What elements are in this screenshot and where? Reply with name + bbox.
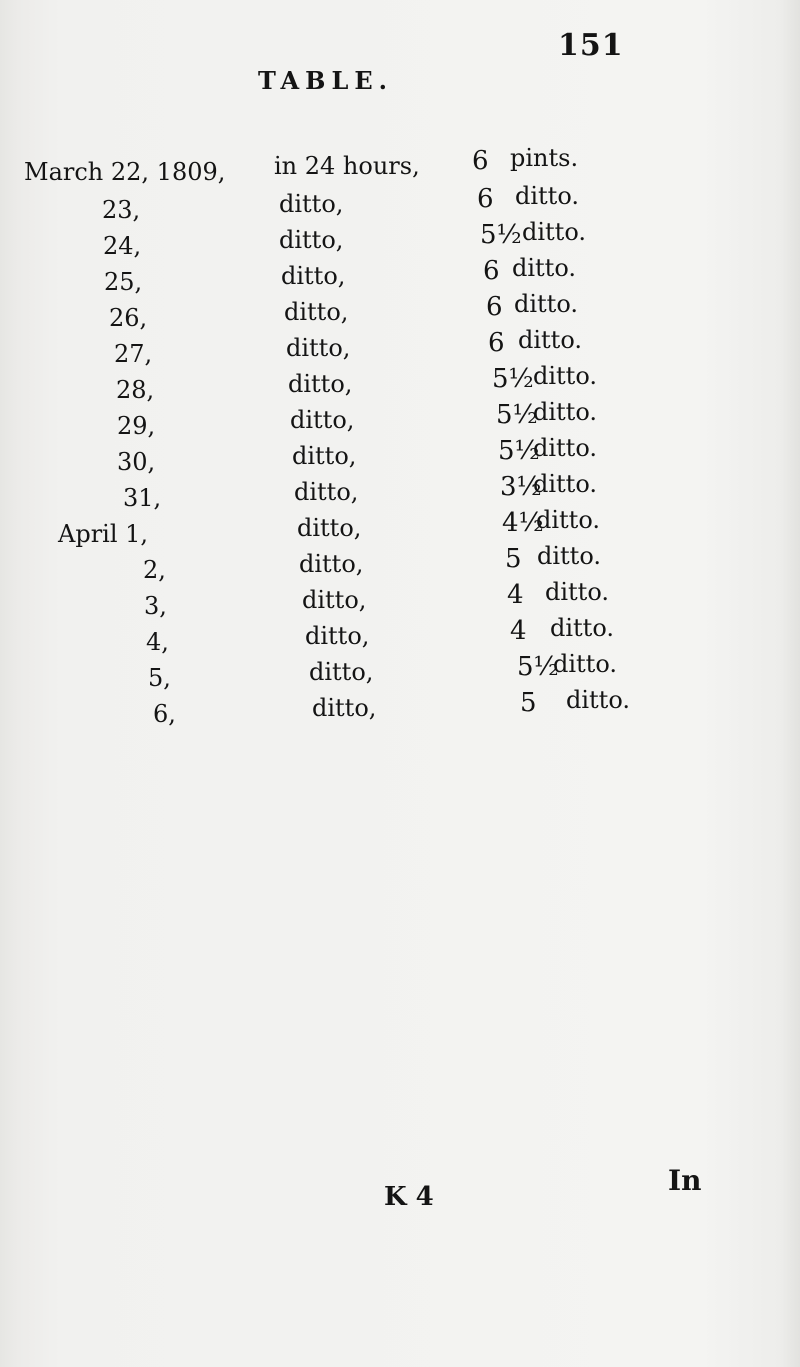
row-unit: ditto. — [545, 578, 609, 606]
row-date: 30, — [117, 448, 156, 476]
row-unit: pints. — [510, 144, 579, 172]
row-period: ditto, — [284, 298, 349, 326]
row-date: 24, — [103, 232, 142, 260]
table-title: TABLE. — [258, 66, 393, 95]
row-date: 3, — [144, 592, 167, 620]
row-period: ditto, — [288, 370, 353, 398]
row-amount: 4½ — [502, 508, 544, 538]
row-unit: ditto. — [514, 290, 578, 318]
row-period: ditto, — [294, 478, 359, 506]
signature-mark: K 4 — [384, 1182, 434, 1212]
row-period: in 24 hours, — [274, 152, 420, 180]
row-date: 2, — [143, 556, 166, 584]
row-unit: ditto. — [533, 362, 597, 390]
row-date: 31, — [123, 484, 162, 512]
row-date: March 22, 1809, — [24, 158, 226, 186]
row-date: 25, — [104, 268, 143, 296]
row-period: ditto, — [279, 226, 344, 254]
row-period: ditto, — [309, 658, 374, 686]
row-amount: 5½ — [498, 436, 540, 466]
row-amount: 5½ — [496, 400, 538, 430]
row-period: ditto, — [279, 190, 344, 218]
row-amount: 5 — [505, 544, 522, 574]
row-amount: 6 — [477, 184, 494, 214]
row-unit: ditto. — [512, 254, 576, 282]
row-amount: 3½ — [500, 472, 542, 502]
page-number: 151 — [558, 28, 624, 63]
row-unit: ditto. — [518, 326, 582, 354]
row-amount: 5 — [520, 688, 537, 718]
row-amount: 4 — [510, 616, 527, 646]
row-date: 23, — [102, 196, 141, 224]
catchword: In — [668, 1164, 702, 1197]
row-date: 26, — [109, 304, 148, 332]
row-amount: 6 — [486, 292, 503, 322]
row-amount: 6 — [472, 146, 489, 176]
row-unit: ditto. — [533, 470, 597, 498]
row-date: April 1, — [58, 520, 149, 548]
row-date: 27, — [114, 340, 153, 368]
row-amount: 4 — [507, 580, 524, 610]
row-unit: ditto. — [566, 686, 630, 714]
row-unit: ditto. — [537, 542, 601, 570]
row-unit: ditto. — [533, 398, 597, 426]
row-unit: ditto. — [550, 614, 614, 642]
row-amount: 5½ — [517, 652, 559, 682]
row-unit: ditto. — [515, 182, 579, 210]
row-period: ditto, — [292, 442, 357, 470]
row-amount: 6 — [488, 328, 505, 358]
row-amount: 5½ — [480, 220, 522, 250]
row-period: ditto, — [281, 262, 346, 290]
row-unit: ditto. — [553, 650, 617, 678]
row-amount: 5½ — [492, 364, 534, 394]
row-date: 4, — [146, 628, 169, 656]
row-period: ditto, — [299, 550, 364, 578]
row-date: 29, — [117, 412, 156, 440]
row-unit: ditto. — [522, 218, 586, 246]
row-period: ditto, — [297, 514, 362, 542]
row-date: 5, — [148, 664, 171, 692]
row-period: ditto, — [286, 334, 351, 362]
row-period: ditto, — [312, 694, 377, 722]
row-unit: ditto. — [536, 506, 600, 534]
row-amount: 6 — [483, 256, 500, 286]
row-unit: ditto. — [533, 434, 597, 462]
row-period: ditto, — [290, 406, 355, 434]
row-period: ditto, — [305, 622, 370, 650]
row-date: 6, — [153, 700, 176, 728]
row-period: ditto, — [302, 586, 367, 614]
row-date: 28, — [116, 376, 155, 404]
